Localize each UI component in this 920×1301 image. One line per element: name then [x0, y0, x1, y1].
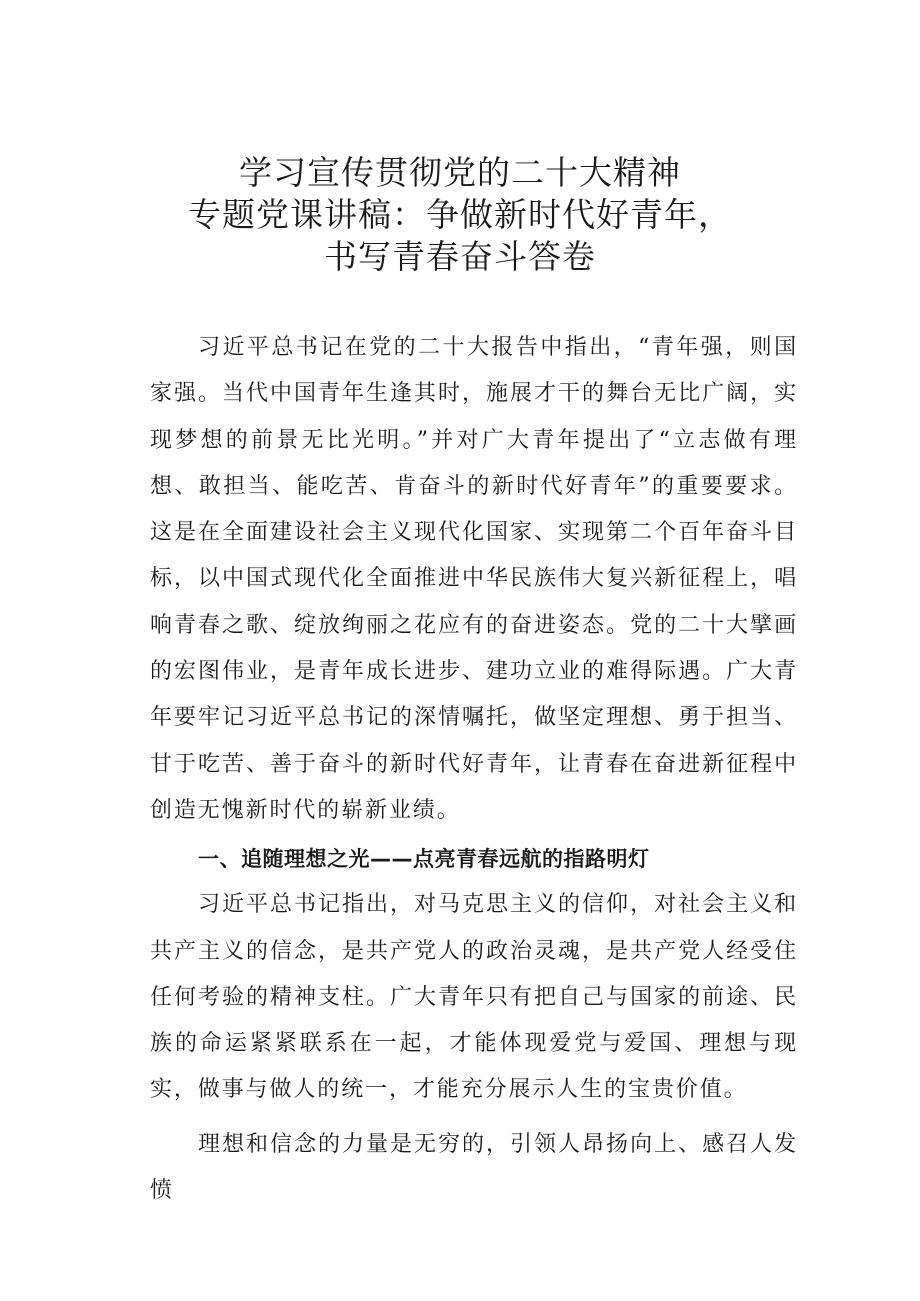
title-line-3: 书写青春奋斗答卷	[324, 237, 596, 276]
intro-paragraph: 习近平总书记在党的二十大报告中指出，“青年强，则国家强。当代中国青年生逢其时，施展才干的舞台无比广阔，实现梦想的前景无比光明。”并对广大青年提出了“立志做有理想、敢担当、能吃苦、肯奋斗的新时代好青年”的重要要求。这是在全面建设社会主义现代化国家、实现第二个百年奋斗目标，以中国式现代化全面推进中华民族伟大复兴新征程上，唱响青春之歌、绽放绚丽之花应有的奋进姿态。党的二十大擘画的宏图伟业，是青年成长进步、建功立业的难得际遇。广大青年要牢记习近平总书记的深情嘱托，做坚定理想、勇于担当、甘于吃苦、善于奋斗的新时代好青年，让青春在奋进新征程中创造无愧新时代的崭新业绩。	[150, 335, 798, 823]
paragraph-gap	[150, 1114, 798, 1122]
section-1-paragraph-1: 习近平总书记指出，对马克思主义的信仰，对社会主义和共产主义的信念，是共产党人的政治灵魂，是共产党人经受住任何考验的精神支柱。广大青年只有把自己与国家的前途、民族的命运紧紧联系在一起，才能体现爱党与爱国、理想与现实，做事与做人的统一，才能充分展示人生的宝贵价值。	[150, 892, 798, 1103]
section-heading-1: 一、追随理想之光——点亮青春远航的指路明灯	[198, 847, 650, 872]
title-line-1: 学习宣传贯彻党的二十大精神	[239, 153, 681, 192]
title-line-2: 专题党课讲稿：争做新时代好青年，	[188, 195, 732, 234]
document-body	[150, 325, 798, 1214]
section-1-paragraph-2: 理想和信念的力量是无穷的，引领人昂扬向上、感召人发愤	[150, 1131, 798, 1204]
document-title	[0, 152, 920, 278]
